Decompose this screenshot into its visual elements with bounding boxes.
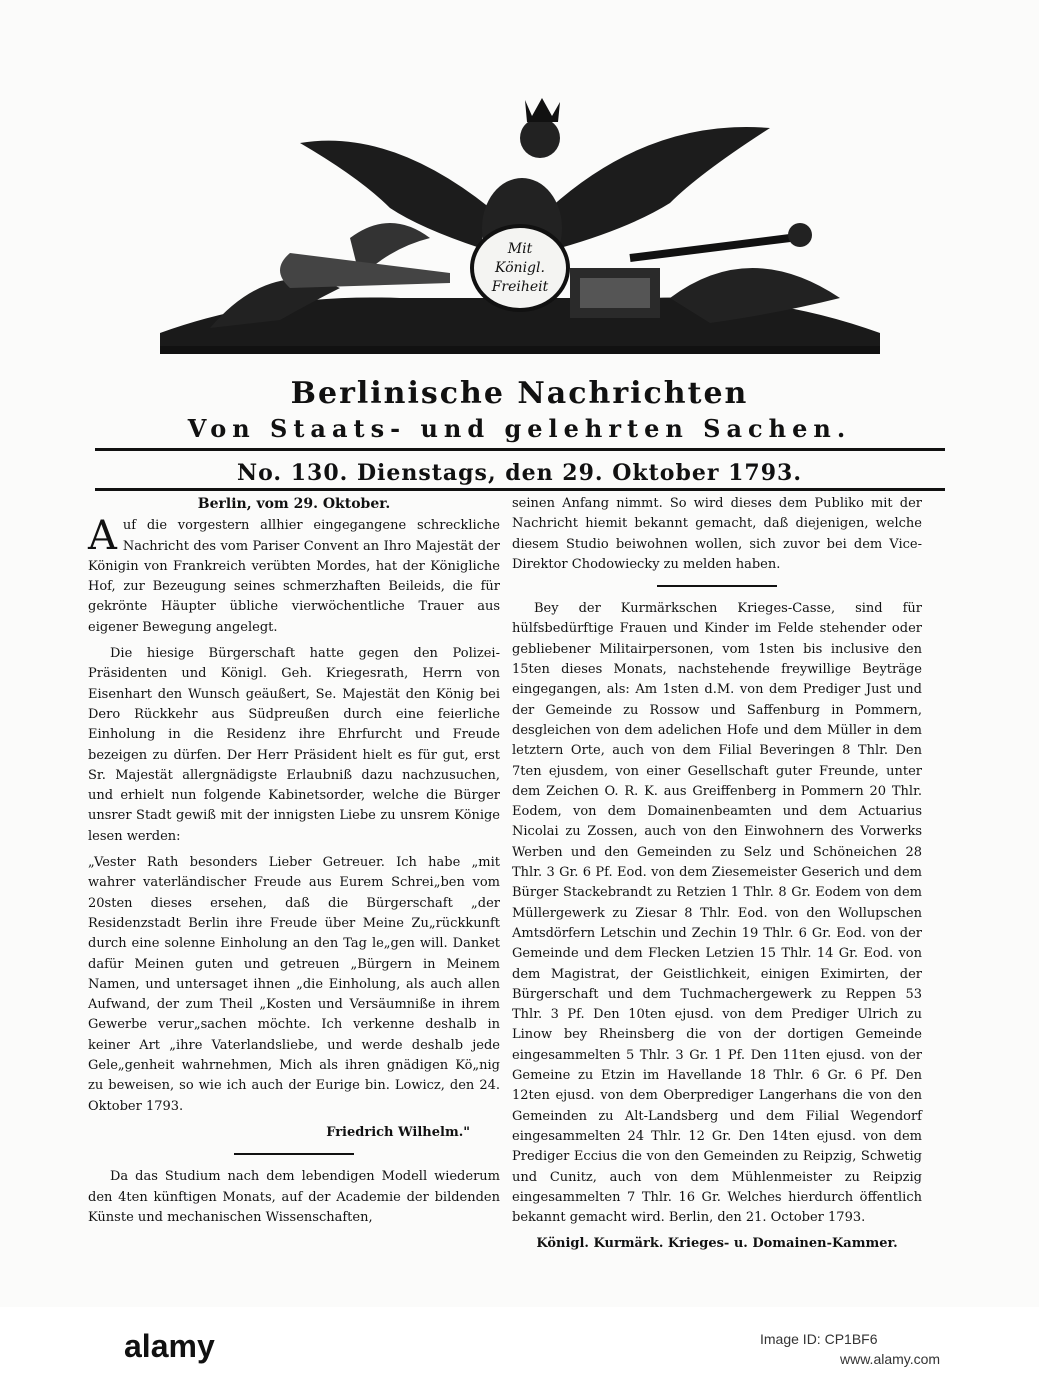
banner-line-3: Freiheit [491,279,549,295]
newspaper-subtitle: Von Staats- und gelehrten Sachen. [187,414,852,443]
stock-image-id: Image ID: CP1BF6 [760,1331,878,1347]
section-divider [657,585,777,587]
left-column [88,494,500,1234]
chamber-footer: Königl. Kurmärk. Krieges- u. Domainen-Kammer. [536,1236,898,1252]
dateline: Berlin, vom 29. Oktober. [197,496,391,512]
logo-text: alamy [124,1328,215,1364]
issue-line: No. 130. Dienstags, den 29. Oktober 1793. [236,460,802,486]
signature: Friedrich Wilhelm." [326,1124,470,1140]
banner-line-2: Königl. [495,260,545,276]
stock-url: www.alamy.com [840,1351,941,1367]
article-citizens: Die hiesige Bürgerschaft hatte gegen den Polizei-Präsidenten und Königl. Geh. Kriegesrath, Herrn von Eisenhart den Wunsch geäußert, Se. Majestät den König bei Dero Rückkehr aus Südpreußen durch eine feierliche Einholung in die Residenz ihre Ehrfurcht und Freude bezeigen zu dürfen. Der Herr Präsident hielt es für gut, erst Sr. Majestät allergnädigste Erlaubniß dazu nachzusuchen, und erhielt nun folgende Kabinetsorder, welche die Bürger unsrer Stadt gewiß mit der innigsten Liebe zu unsrem Könige lesen werden: [88,646,500,844]
article-mourning: Auf die vorgestern allhier eingegangene schreckliche Nachricht des vom Pariser Convent an Ihro Majestät der Königin von Frankreich verübten Mordes, hat der Königliche Hof, zur Bezeugung seines schmerzhaften Beileids, die für gekrönte Häupter übliche vierwöchentliche Trauer aus eigener Bewegung angelegt. [88,513,500,635]
eagle-crest-icon [150,88,890,368]
right-column [512,494,922,1255]
dropcap: A [88,513,117,560]
article-donations: Bey der Kurmärkschen Krieges-Casse, sind für hülfsbedürftige Frauen und Kinder im Felde stehender oder gebliebener Militairpersonen, vom 1sten bis inclusive den 15ten dieses Monats, nachstehende freywillige Beyträge eingegangen, als: Am 1sten d.M. von dem Prediger Just und der Gemeinde zu Rossow und Saffenburg in Pommern, desgleichen von dem adelichen Hofe und dem Müller in dem letztern Orte, auch von dem Filial Beveringen 8 Thlr. Den 7ten ejusdem, von einer Gesellschaft guter Freunde, unter dem Zeichen O. R. K. aus Greiffenberg in Pommern 20 Thlr. Eodem, von dem Domainenbeamten und dem Actuarius Nicolai zu Zossen, auch von den Einwohnern des Vorwerks Werben und den Gemeinden zu Selz und Schöneichen 28 Thlr. 3 Gr. 6 Pf. Eod. von dem Ziesemeister Geserich und dem Bürger Stackebrandt zu Retzien 1 Thlr. 8 Gr. Eodem von dem Müllergewerk zu Ziesar 8 Thlr. Eod. von den Wollupschen Amtsdörfern Letschin und Zechin 19 Thlr. 6 Gr. Eod. von der Gemeinde und dem Flecken Letzien 15 Thlr. 14 Gr. Eod. von dem Magistrat, der Geistlichkeit, einigen Eximirten, der Bürgerschaft und dem Tuchmachergewerk zu Reppen 53 Thlr. 3 Pf. Den 10ten ejusd. von dem Prediger Ulrich zu Linow bey Rheinsberg die von der dortigen Gemeinde eingesammelten 5 Thlr. 3 Gr. 1 Pf. Den 11ten ejusd. von der Gemeine zu Etzin im Havellande 18 Thlr. 6 Gr. 6 Pf. Den 12ten ejusd. von dem Oberprediger Langerhans die von den Gemeinden zu Alt-Landsberg und dem Filial Wegendorf eingesammelten 24 Thlr. 12 Gr. Den 14ten ejusd. von dem Prediger Eccius die von den Gemeinden zu Reipzig, Schwetig und Cunitz, auch von dem Mühlenmeister zu Reipzig eingesammelten 7 Thlr. 16 Gr. Welches hierdurch öffentlich bekannt gemacht wird. Berlin, den 21. October 1793. [512,601,922,1226]
banner-line-1: Mit [507,241,533,257]
header-rule-bottom [95,488,945,491]
section-divider [234,1153,354,1155]
cabinet-order: „Vester Rath besonders Lieber Getreuer. Ich habe „mit wahrer vaterländischer Freude aus Eurem Schrei„ben vom 20sten dieses ersehen, daß die Bürgerschaft „der Residenzstadt Berlin ihre Freude über Meine Zu„rückkunft durch eine solenne Einholung an den Tag le„gen will. Danket dafür Meinen guten und getreuen „Bürgern in Meinem Namen, und untersaget ihnen „die Einholung, als auch allen Aufwand, der zum Theil „Kosten und Versäumniße in ihrem Gewerbe verur„sachen möchte. Ich verkenne deshalb in keiner Art „ihre Vaterlandsliebe, und werde deshalb jede Gele„genheit wahrnehmen, Mich als ihren gnädigen Kö„nig zu beweisen, so wie ich auch der Eurige bin. Lowicz, den 24. Oktober 1793. [88,855,500,1114]
newspaper-title: Berlinische Nachrichten [290,376,749,411]
alamy-logo-icon [120,1326,275,1366]
article-academy-cont: seinen Anfang nimmt. So wird dieses dem Publiko mit der Nachricht hiemit bekannt gemacht, daß diejenigen, welche diesem Studio beiwohnen wollen, sich zuvor bei dem Vice-Direktor Chodowiecky zu melden haben. [512,496,922,572]
header-rule-top [95,448,945,451]
article-academy: Da das Studium nach dem lebendigen Modell wiederum den 4ten künftigen Monats, auf der Academie der bildenden Künste und mechanischen Wissenschaften, [88,1169,500,1225]
